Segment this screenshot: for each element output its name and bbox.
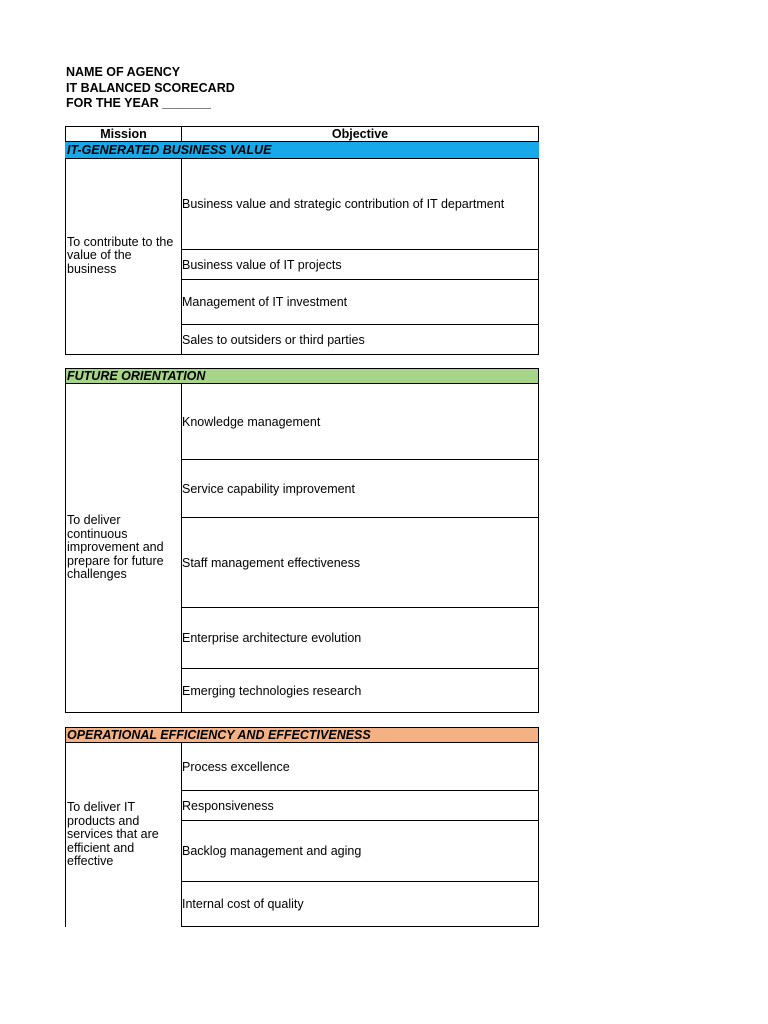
objective-row: Responsiveness xyxy=(181,790,539,820)
mission-text: To deliver continuous improvement and prepare for future challenges xyxy=(67,513,164,582)
objective-row: Business value and strategic contribution of IT department xyxy=(181,158,539,249)
objective-row: Emerging technologies research xyxy=(181,668,539,713)
mission-cell xyxy=(65,158,182,355)
mission-column-header: Mission xyxy=(66,127,182,141)
objective-list xyxy=(181,743,539,927)
objective-row: Knowledge management xyxy=(181,384,539,459)
section-future-orientation xyxy=(65,384,539,713)
mission-text: To contribute to the value of the business xyxy=(67,234,174,276)
section-business-value xyxy=(65,158,539,355)
objective-row: Sales to outsiders or third parties xyxy=(181,324,539,355)
year-line: FOR THE YEAR _______ xyxy=(66,96,211,110)
document-title: IT BALANCED SCORECARD xyxy=(66,80,235,95)
section-band-operational-efficiency: OPERATIONAL EFFICIENCY AND EFFECTIVENESS xyxy=(65,727,539,743)
mission-cell xyxy=(65,384,182,713)
table-header-row xyxy=(65,126,539,142)
objective-column-header: Objective xyxy=(331,127,389,141)
objective-row: Backlog management and aging xyxy=(181,820,539,881)
objective-row: Service capability improvement xyxy=(181,459,539,517)
section-band-business-value: IT-GENERATED BUSINESS VALUE xyxy=(65,142,539,158)
section-operational-efficiency xyxy=(65,743,539,927)
mission-cell xyxy=(65,743,182,927)
objective-row: Staff management effectiveness xyxy=(181,517,539,607)
objective-row: Process excellence xyxy=(181,743,539,790)
objective-row: Internal cost of quality xyxy=(181,881,539,927)
section-band-future-orientation: FUTURE ORIENTATION xyxy=(65,368,539,384)
objective-row: Enterprise architecture evolution xyxy=(181,607,539,668)
objective-list xyxy=(181,158,539,355)
agency-name: NAME OF AGENCY xyxy=(66,65,181,79)
document-header xyxy=(66,65,235,112)
objective-row: Business value of IT projects xyxy=(181,249,539,279)
mission-text: To deliver IT products and services that are efficient and effective xyxy=(67,800,159,869)
objective-row: Management of IT investment xyxy=(181,279,539,324)
objective-list xyxy=(181,384,539,713)
